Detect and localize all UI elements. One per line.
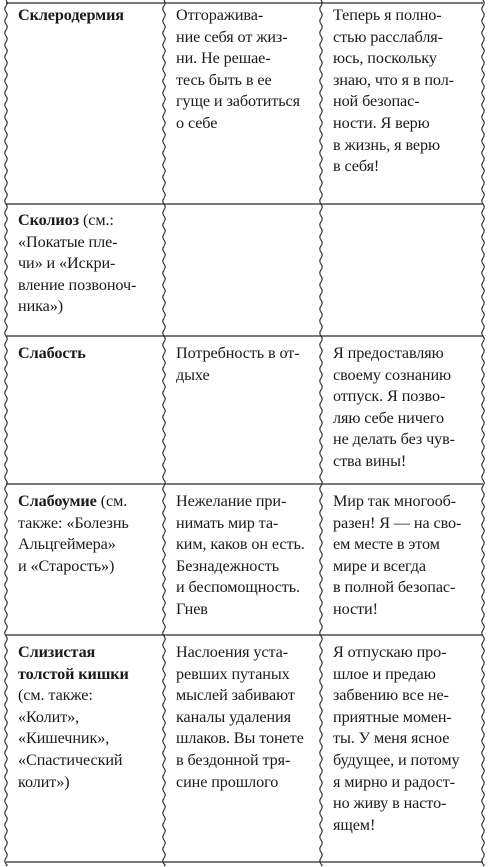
affirmation-cell: Я предоставляю своему сознанию отпуск. Я позво- ляю себе ничего не делать без чув- ства вины! (333, 344, 455, 470)
term-cell (18, 210, 158, 318)
term-name: Слизистая толстой кишки (18, 643, 129, 683)
table-row-4 (0, 486, 489, 632)
table-row-3 (0, 338, 489, 483)
table-row-5 (0, 637, 489, 862)
term-cell (18, 642, 158, 793)
term-note: (см.: «Покатые пле- чи» и «Искри- вление позвоноч- ника») (18, 211, 137, 316)
term-cell (18, 5, 158, 27)
cause-cell: Наслоения уста- ревших путаных мыслей забивают каналы удаления шлаков. Вы тонете в бездонной тря- сине прошлого (176, 643, 304, 791)
cause-cell: Отгоражива- ние себя от жиз- ни. Не решае- тесь быть в ее гуще и заботиться о себе (176, 6, 300, 132)
table-row-2 (0, 205, 489, 333)
term-note: (см. также: «Болезнь Альцгеймера» и «Старость») (18, 492, 129, 575)
cause-cell: Нежелание при- нимать мир та- ким, каков он есть. Безнадежность и беспомощность. Гнев (176, 492, 305, 618)
affirmation-cell: Я отпускаю про- шлое и предаю забвению все не- приятные момен- ты. У меня ясное будущее, и потому я мирно и радост- но живу в насто- ящем! (333, 643, 460, 834)
term-name: Склеродермия (18, 6, 124, 24)
affirmation-cell: Теперь я полно- стью расслабля- юсь, поскольку знаю, что я в пол- ной безопас- ности. Я верю в жизнь, я верю в себя! (333, 6, 454, 176)
term-name: Слабость (18, 344, 86, 362)
term-name: Слабоумие (18, 492, 97, 510)
affirmation-cell: Мир так многооб- разен! Я — на сво- ем месте в этом мире и всегда в полной безопас- ности! (333, 492, 462, 618)
term-name: Сколиоз (18, 211, 79, 229)
term-note: (см. также: «Колит», «Кишечник», «Спастический колит») (18, 686, 123, 791)
table-row-1 (0, 0, 489, 200)
term-cell (18, 343, 158, 365)
term-cell (18, 491, 158, 577)
cause-cell: Потребность в от- дыхе (176, 344, 300, 384)
